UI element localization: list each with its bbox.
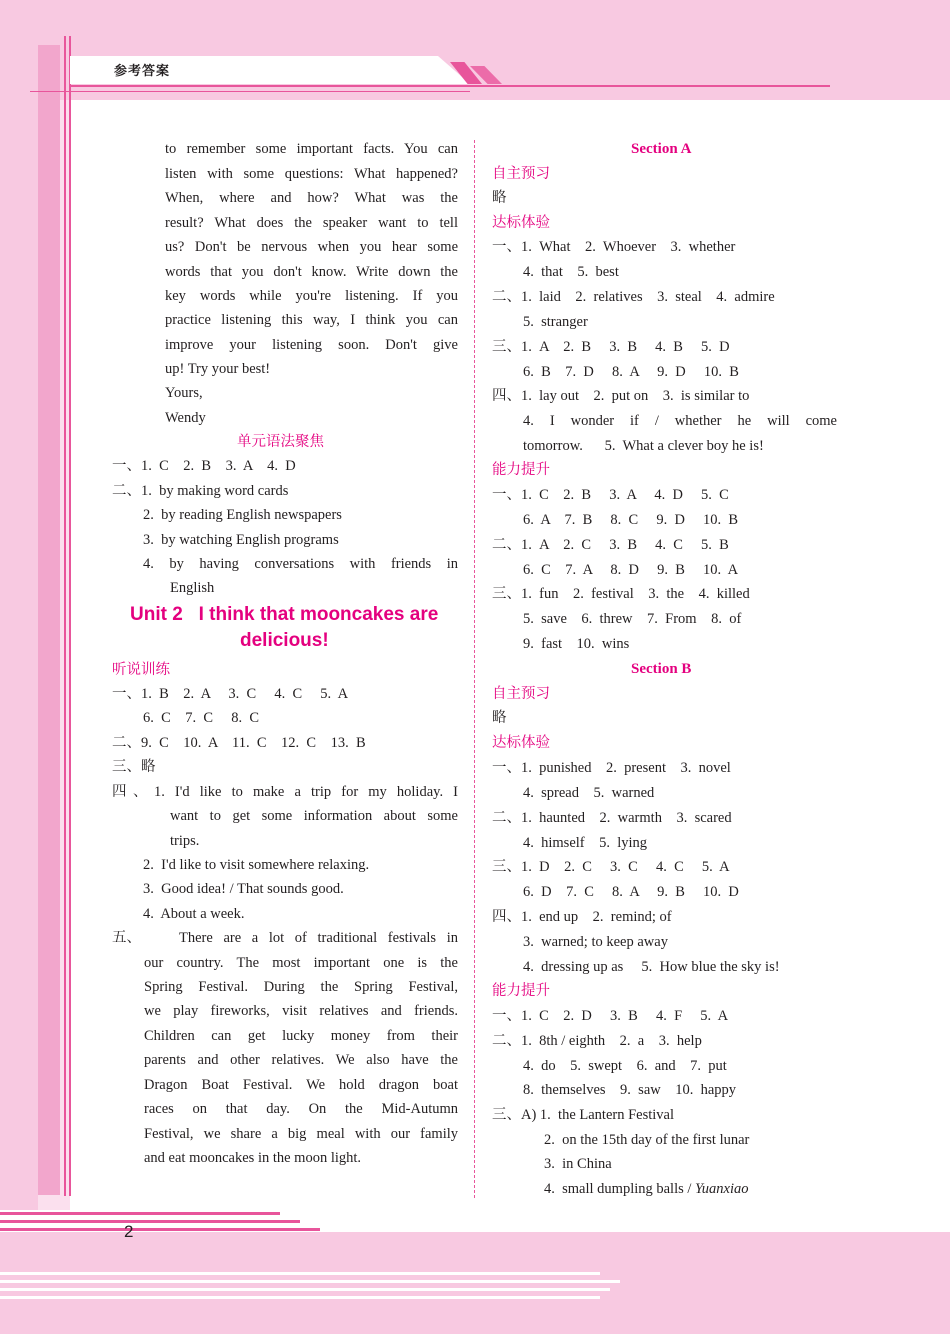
footer-stripe: [0, 1288, 610, 1291]
answer-line: English: [170, 580, 215, 596]
answer-line: 三、1. fun 2. festival 3. the 4. killed: [492, 586, 750, 602]
page-header-title: 参考答案: [114, 64, 171, 79]
answer-line: 3. by watching English programs: [143, 532, 339, 548]
check-heading: 达标体验: [492, 735, 550, 751]
answer-line: [544, 1179, 749, 1199]
footer-stripe: [0, 1228, 320, 1231]
answer-line: 略: [492, 710, 507, 726]
answer-line: 四、1. lay out 2. put on 3. is similar to: [492, 388, 750, 404]
preview-heading: 自主预习: [492, 686, 550, 702]
essay-line: we play fireworks, visit relatives and friends.: [144, 1003, 458, 1019]
answer-line: 4. by having conversations with friends in: [143, 556, 458, 572]
letter-line: Wendy: [165, 410, 206, 426]
answer-line: 2. I'd like to visit somewhere relaxing.: [143, 857, 370, 873]
essay-line: and eat mooncakes in the moon light.: [144, 1150, 362, 1166]
answer-line: 3. in China: [544, 1156, 612, 1172]
letter-line: result? What does the speaker want to tell: [165, 215, 458, 231]
answer-line: 二、1. A 2. C 3. B 4. C 5. B: [492, 537, 729, 553]
letter-line: us? Don't be nervous when you hear some: [165, 239, 458, 255]
answer-line: 二、1. 8th / eighth 2. a 3. help: [492, 1033, 702, 1049]
letter-line: When, where and how? What was the: [165, 190, 458, 206]
answer-line: want to get some information about some: [170, 808, 458, 824]
footer-band: [0, 1232, 950, 1334]
answer-line: 6. C 7. C 8. C: [143, 710, 260, 726]
answer-line: 二、9. C 10. A 11. C 12. C 13. B: [112, 735, 366, 751]
answer-line: 6. B 7. D 8. A 9. D 10. B: [523, 364, 739, 380]
answer-line: 一、1. punished 2. present 3. novel: [492, 760, 731, 776]
check-heading: 达标体验: [492, 215, 550, 231]
footer-stripe: [0, 1220, 300, 1223]
page-number: 2: [124, 1222, 134, 1241]
essay-line: Children can get lucky money from their: [144, 1028, 458, 1044]
unit-title: Unit 2 I think that mooncakes are: [130, 604, 439, 625]
answer-line: 一、1. B 2. A 3. C 4. C 5. A: [112, 686, 349, 702]
footer-stripe: [0, 1272, 600, 1275]
letter-line: listen with some questions: What happened?: [165, 166, 458, 182]
answer-line: 一、1. C 2. B 3. A 4. D 5. C: [492, 487, 729, 503]
answer-line: 5. save 6. threw 7. From 8. of: [523, 611, 742, 627]
letter-line: Yours,: [165, 385, 203, 401]
answer-line: 二、1. haunted 2. warmth 3. scared: [492, 810, 732, 826]
essay-line: our country. The most important one is the: [144, 955, 458, 971]
answer-line: 四、1. end up 2. remind; of: [492, 909, 672, 925]
answer-line: 3. warned; to keep away: [523, 934, 668, 950]
preview-heading: 自主预习: [492, 166, 550, 182]
answer-line: 一、1. C 2. B 3. A 4. D: [112, 458, 296, 474]
answer-line: 三、1. A 2. B 3. B 4. B 5. D: [492, 339, 730, 355]
answer-line: 6. C 7. A 8. D 9. B 10. A: [523, 562, 739, 578]
margin-line: [64, 36, 66, 1196]
letter-line: improve your listening soon. Don't give: [165, 337, 458, 353]
answer-line: 2. on the 15th day of the first lunar: [544, 1132, 750, 1148]
answer-line: 9. fast 10. wins: [523, 636, 630, 652]
section-a-heading: Section A: [631, 141, 692, 157]
letter-line: words that you don't know. Write down the: [165, 264, 458, 280]
answer-text: 4. small dumpling balls /: [544, 1181, 696, 1197]
answer-line: 4. About a week.: [143, 906, 245, 922]
section-b-heading: Section B: [631, 661, 692, 677]
answer-line: 一、1. What 2. Whoever 3. whether: [492, 239, 736, 255]
margin-line: [69, 36, 71, 1196]
answer-line: 8. themselves 9. saw 10. happy: [523, 1082, 737, 1098]
answer-line: 四、1. I'd like to make a trip for my holiday. I: [112, 784, 458, 800]
answer-line: tomorrow. 5. What a clever boy he is!: [523, 438, 764, 454]
left-decor-stripe: [38, 45, 60, 1195]
ability-heading: 能力提升: [492, 983, 550, 999]
header-rule: [30, 91, 470, 92]
letter-line: key words while you're listening. If you: [165, 288, 458, 304]
letter-line: up! Try your best!: [165, 361, 271, 377]
answer-line: 5. stranger: [523, 314, 588, 330]
essay-line: There are a lot of traditional festivals in: [179, 930, 458, 946]
essay-line: Festival, we share a big meal with our family: [144, 1126, 458, 1142]
grammar-heading: 单元语法聚焦: [237, 434, 324, 450]
ability-heading: 能力提升: [492, 462, 550, 478]
answer-line: 4. dressing up as 5. How blue the sky is!: [523, 959, 780, 975]
unit-title: delicious!: [240, 630, 329, 651]
footer-stripe: [0, 1296, 600, 1299]
answer-line: 6. A 7. B 8. C 9. D 10. B: [523, 512, 739, 528]
footer-stripe: [0, 1212, 280, 1215]
header-rule: [70, 85, 830, 87]
answer-label: 五、: [112, 930, 141, 946]
essay-line: parents and other relatives. We also have the: [144, 1052, 458, 1068]
answer-line: 4. spread 5. warned: [523, 785, 655, 801]
answer-line: 三、1. D 2. C 3. C 4. C 5. A: [492, 859, 730, 875]
answer-line: 4. I wonder if / whether he will come: [523, 413, 837, 429]
answer-line: 4. himself 5. lying: [523, 835, 648, 851]
answer-line: 三、A) 1. the Lantern Festival: [492, 1107, 675, 1123]
answer-line: trips.: [170, 833, 200, 849]
answer-line: 2. by reading English newspapers: [143, 507, 342, 523]
answer-line: 3. Good idea! / That sounds good.: [143, 881, 344, 897]
footer-stripe: [0, 1280, 620, 1283]
answer-line: 4. do 5. swept 6. and 7. put: [523, 1058, 727, 1074]
answer-italic: Yuanxiao: [695, 1181, 749, 1197]
essay-line: Dragon Boat Festival. We hold dragon boat: [144, 1077, 458, 1093]
letter-line: to remember some important facts. You can: [165, 141, 458, 157]
column-divider: [474, 140, 475, 1198]
answer-line: 二、1. laid 2. relatives 3. steal 4. admire: [492, 289, 775, 305]
essay-line: Spring Festival. During the Spring Festival,: [144, 979, 458, 995]
answer-line: 4. that 5. best: [523, 264, 619, 280]
answer-line: 6. D 7. C 8. A 9. B 10. D: [523, 884, 739, 900]
listening-heading: 听说训练: [112, 662, 170, 678]
letter-line: practice listening this way, I think you can: [165, 312, 458, 328]
answer-line: 一、1. C 2. D 3. B 4. F 5. A: [492, 1008, 729, 1024]
answer-line: 略: [492, 190, 507, 206]
answer-line: 三、略: [112, 759, 156, 775]
essay-line: races on that day. On the Mid-Autumn: [144, 1101, 458, 1117]
answer-line: 二、1. by making word cards: [112, 483, 289, 499]
